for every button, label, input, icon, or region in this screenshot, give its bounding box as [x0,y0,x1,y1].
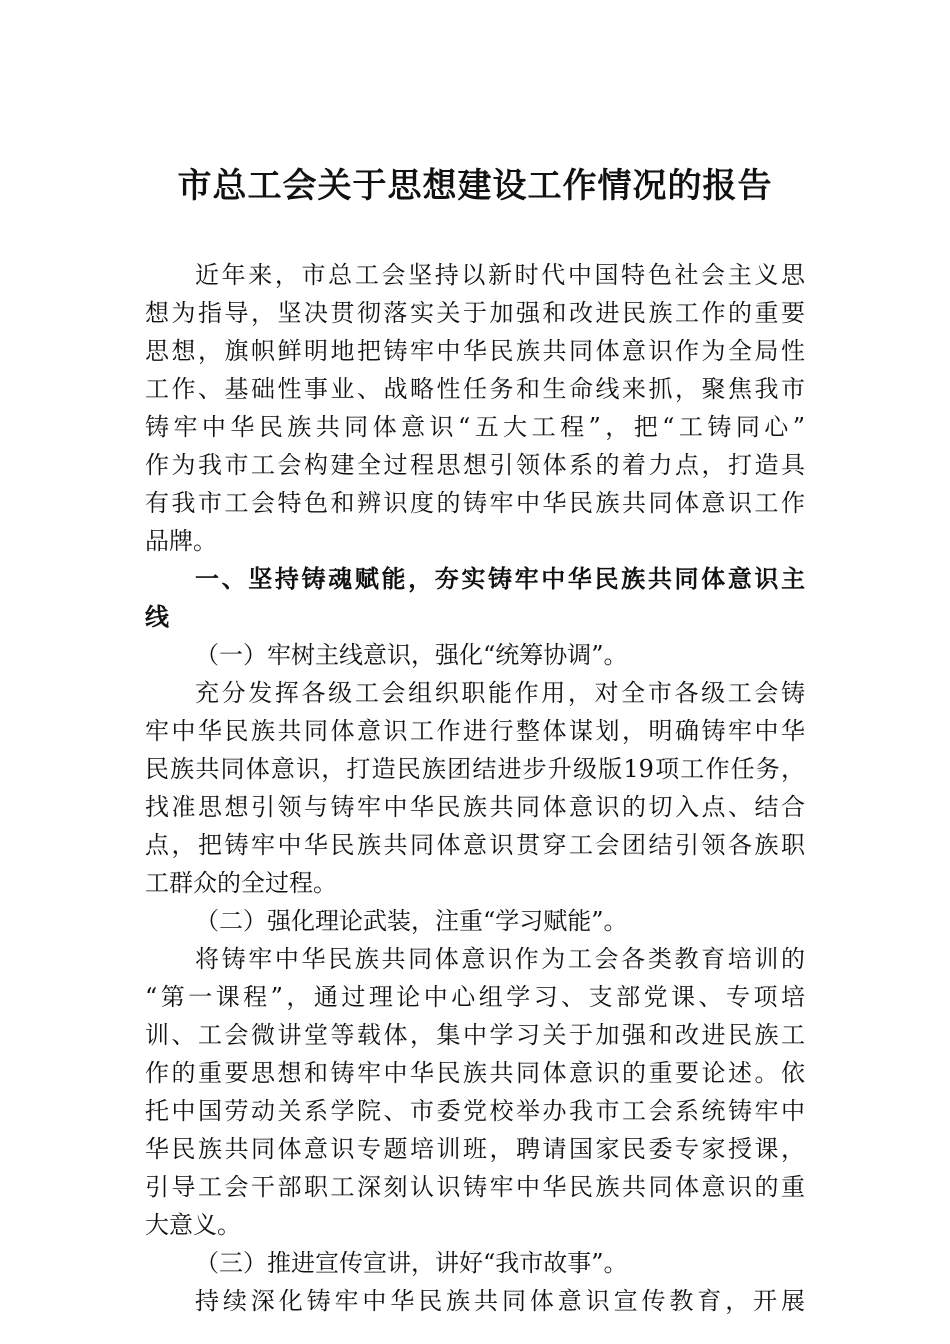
paragraph-line: 工作、基础性事业、战略性任务和生命线来抓，聚焦我市 [145,375,805,403]
paragraph-line: （一）牢树主线意识，强化“统筹协调”。 [195,641,628,669]
paragraph-line: （三）推进宣传宣讲，讲好“我市故事”。 [195,1249,628,1277]
document-title: 市总工会关于思想建设工作情况的报告 [177,166,773,206]
document-body [145,256,805,1320]
paragraph-line: （二）强化理论武装，注重“学习赋能”。 [195,907,628,935]
paragraph-line: 点，把铸牢中华民族共同体意识贯穿工会团结引领各族职 [145,831,805,859]
paragraph-line: 思想，旗帜鲜明地把铸牢中华民族共同体意识作为全局性 [145,337,805,365]
paragraph-line: 铸牢中华民族共同体意识“五大工程”，把“工铸同心” [145,413,805,441]
paragraph-line: 牢中华民族共同体意识工作进行整体谋划，明确铸牢中华 [145,717,805,745]
paragraph-line: 想为指导，坚决贯彻落实关于加强和改进民族工作的重要 [145,299,805,327]
paragraph-line: 品牌。 [145,527,217,555]
paragraph-line: 找准思想引领与铸牢中华民族共同体意识的切入点、结合 [145,793,805,821]
paragraph-line: 作为我市工会构建全过程思想引领体系的着力点，打造具 [145,451,805,479]
paragraph-line: 托中国劳动关系学院、市委党校举办我市工会系统铸牢中 [145,1097,805,1125]
paragraph-line: 作的重要思想和铸牢中华民族共同体意识的重要论述。依 [145,1059,805,1087]
paragraph-line: 华民族共同体意识专题培训班，聘请国家民委专家授课， [145,1135,805,1163]
paragraph-line: 近年来，市总工会坚持以新时代中国特色社会主义思 [195,261,805,289]
paragraph-line: 大意义。 [145,1211,241,1239]
paragraph-line: 将铸牢中华民族共同体意识作为工会各类教育培训的 [195,945,805,973]
paragraph-line: 持续深化铸牢中华民族共同体意识宣传教育，开展 [195,1287,805,1315]
section-heading-line: 线 [145,603,169,631]
section-heading-line: 一、坚持铸魂赋能，夯实铸牢中华民族共同体意识主 [195,565,805,593]
paragraph-line: 训、工会微讲堂等载体，集中学习关于加强和改进民族工 [145,1021,805,1049]
paragraph-line: 工群众的全过程。 [145,869,337,897]
paragraph-line: 充分发挥各级工会组织职能作用，对全市各级工会铸 [195,679,805,707]
paragraph-line: 有我市工会特色和辨识度的铸牢中华民族共同体意识工作 [145,489,805,517]
paragraph-line: 民族共同体意识，打造民族团结进步升级版19项工作任务， [145,755,805,783]
paragraph-line: “第一课程”，通过理论中心组学习、支部党课、专项培 [145,983,805,1011]
paragraph-line: 引导工会干部职工深刻认识铸牢中华民族共同体意识的重 [145,1173,805,1201]
